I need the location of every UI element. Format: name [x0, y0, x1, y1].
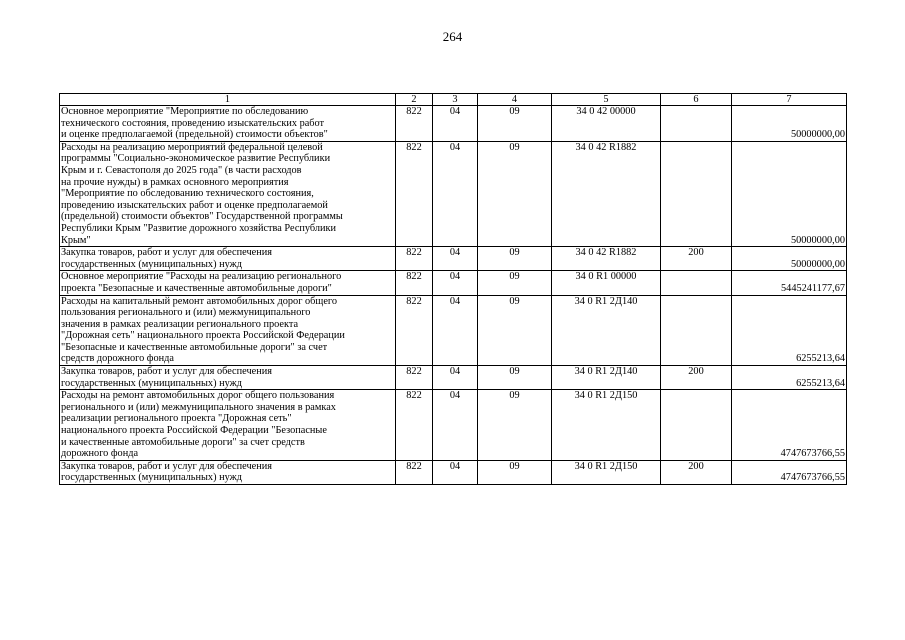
row-name-cell: Расходы на реализацию мероприятий федеральной целевой программы "Социально-экономическое развитие Республики Крым и г. Севастополя до 2025 года" (в части расходов на прочие нужды) в рамках основного мероприятия "Мероприятие по обследованию технического состояния, проведению изыскательских работ и оценке предполагаемой (предельной) стоимости объектов" Государственной программы Республики Крым "Развитие дорожного хозяйства Республики Крым" [60, 141, 396, 246]
row-subsection-cell: 09 [478, 460, 552, 484]
page-number: 264 [442, 29, 463, 44]
header-cell-target-article: 5 [552, 94, 661, 106]
row-amount-cell: 6255213,64 [732, 295, 847, 366]
row-grbs-cell: 822 [396, 247, 433, 271]
row-section-cell: 04 [433, 271, 478, 295]
table-row [60, 390, 847, 461]
header-cell-name: 1 [60, 94, 396, 106]
row-expense-type-cell [661, 271, 732, 295]
row-target-article-cell: 34 0 42 00000 [552, 106, 661, 142]
table-row [60, 271, 847, 295]
row-name-cell: Закупка товаров, работ и услуг для обеспечения государственных (муниципальных) нужд [60, 366, 396, 390]
row-target-article-cell: 34 0 42 R1882 [552, 247, 661, 271]
row-target-article-cell: 34 0 42 R1882 [552, 141, 661, 246]
row-name-cell: Закупка товаров, работ и услуг для обеспечения государственных (муниципальных) нужд [60, 460, 396, 484]
row-subsection-cell: 09 [478, 106, 552, 142]
row-section-cell: 04 [433, 141, 478, 246]
budget-table [59, 93, 847, 485]
row-name-cell: Расходы на ремонт автомобильных дорог общего пользования регионального и (или) межмуниципального значения в рамках реализации регионального проекта "Дорожная сеть" национального проекта Российской Федерации "Безопасные и качественные автомобильные дороги" за счет средств дорожного фонда [60, 390, 396, 461]
table-row [60, 106, 847, 142]
row-amount-cell: 50000000,00 [732, 141, 847, 246]
row-grbs-cell: 822 [396, 141, 433, 246]
header-cell-section: 3 [433, 94, 478, 106]
header-cell-expense-type: 6 [661, 94, 732, 106]
row-amount-cell: 4747673766,55 [732, 390, 847, 461]
row-name-cell: Основное мероприятие "Мероприятие по обследованию технического состояния, проведению изыскательских работ и оценке предполагаемой (предельной) стоимости объектов" [60, 106, 396, 142]
table-row [60, 460, 847, 484]
row-expense-type-cell: 200 [661, 247, 732, 271]
row-amount-cell: 50000000,00 [732, 106, 847, 142]
row-amount-cell: 6255213,64 [732, 366, 847, 390]
table-row [60, 366, 847, 390]
table-row [60, 295, 847, 366]
row-subsection-cell: 09 [478, 366, 552, 390]
row-expense-type-cell: 200 [661, 366, 732, 390]
row-grbs-cell: 822 [396, 460, 433, 484]
row-section-cell: 04 [433, 460, 478, 484]
row-subsection-cell: 09 [478, 247, 552, 271]
row-subsection-cell: 09 [478, 271, 552, 295]
header-cell-amount: 7 [732, 94, 847, 106]
row-expense-type-cell [661, 106, 732, 142]
row-target-article-cell: 34 0 R1 2Д150 [552, 460, 661, 484]
row-amount-cell: 4747673766,55 [732, 460, 847, 484]
row-section-cell: 04 [433, 390, 478, 461]
table-row [60, 247, 847, 271]
row-target-article-cell: 34 0 R1 2Д140 [552, 295, 661, 366]
table-row [60, 141, 847, 246]
row-name-cell: Закупка товаров, работ и услуг для обеспечения государственных (муниципальных) нужд [60, 247, 396, 271]
row-expense-type-cell: 200 [661, 460, 732, 484]
row-section-cell: 04 [433, 247, 478, 271]
row-expense-type-cell [661, 141, 732, 246]
row-subsection-cell: 09 [478, 141, 552, 246]
row-amount-cell: 5445241177,67 [732, 271, 847, 295]
header-cell-subsection: 4 [478, 94, 552, 106]
row-section-cell: 04 [433, 366, 478, 390]
row-subsection-cell: 09 [478, 390, 552, 461]
row-expense-type-cell [661, 295, 732, 366]
header-row [60, 94, 847, 106]
row-grbs-cell: 822 [396, 366, 433, 390]
row-section-cell: 04 [433, 106, 478, 142]
row-target-article-cell: 34 0 R1 2Д140 [552, 366, 661, 390]
row-name-cell: Основное мероприятие "Расходы на реализацию регионального проекта "Безопасные и качественные автомобильные дороги" [60, 271, 396, 295]
row-expense-type-cell [661, 390, 732, 461]
row-subsection-cell: 09 [478, 295, 552, 366]
row-target-article-cell: 34 0 R1 00000 [552, 271, 661, 295]
row-grbs-cell: 822 [396, 106, 433, 142]
row-grbs-cell: 822 [396, 390, 433, 461]
header-cell-grbs: 2 [396, 94, 433, 106]
row-target-article-cell: 34 0 R1 2Д150 [552, 390, 661, 461]
row-grbs-cell: 822 [396, 271, 433, 295]
row-section-cell: 04 [433, 295, 478, 366]
row-name-cell: Расходы на капитальный ремонт автомобильных дорог общего пользования регионального и (или) межмуниципального значения в рамках реализации регионального проекта "Дорожная сеть" национального проекта Российской Федерации "Безопасные и качественные автомобильные дороги" за счет средств дорожного фонда [60, 295, 396, 366]
row-amount-cell: 50000000,00 [732, 247, 847, 271]
row-grbs-cell: 822 [396, 295, 433, 366]
